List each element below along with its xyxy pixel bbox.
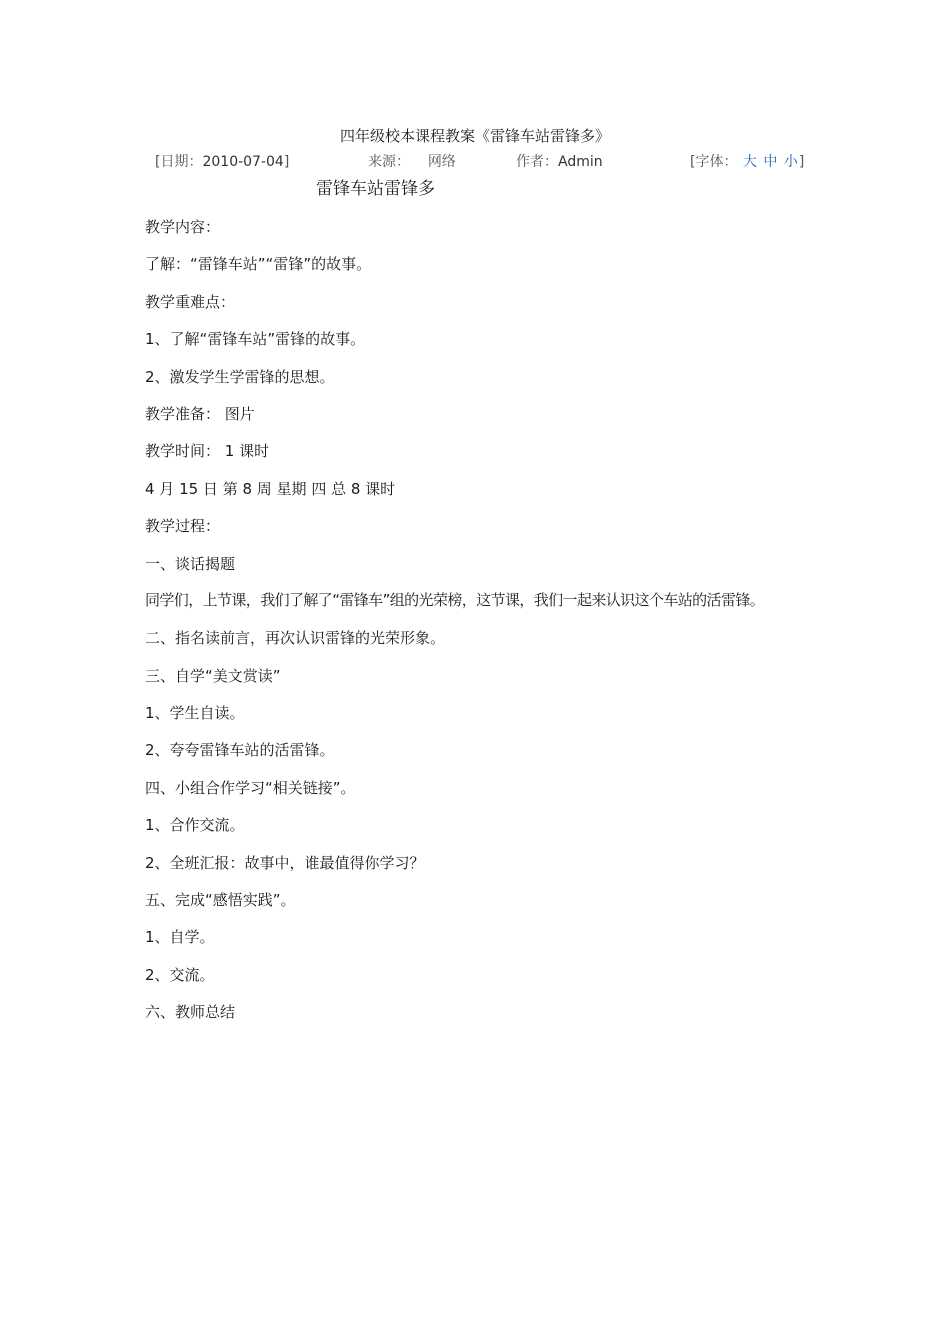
article-body: [145, 214, 810, 1037]
body-line: 2、交流。: [145, 965, 215, 984]
body-line: 六、教师总结: [145, 1003, 236, 1022]
body-line: 教学准备： 图片: [145, 404, 255, 423]
body-line: 2、激发学生学雷锋的思想。: [145, 367, 335, 386]
source-label: 来源：: [368, 154, 410, 170]
body-line: 1、了解“雷锋车站”雷锋的故事。: [145, 330, 366, 349]
body-line: 教学内容：: [145, 218, 221, 236]
font-large-link[interactable]: 大: [742, 154, 757, 170]
body-paragraph: 同学们，上节课，我们了解了“雷锋车”组的光荣榜，这节课，我们一起来认识这个车站的活雷锋。: [145, 591, 765, 610]
body-line: 三、自学“美文赏读”: [145, 666, 281, 685]
body-line: 五、完成“感悟实践”。: [145, 891, 296, 910]
page-title: 四年级校本课程教案《雷锋车站雷锋多》: [339, 127, 610, 145]
font-label: [字体：: [690, 154, 738, 170]
body-line: 教学过程：: [145, 517, 221, 536]
body-line: 2、夸夸雷锋车站的活雷锋。: [145, 741, 335, 760]
article-title: 雷锋车站雷锋多: [316, 179, 435, 199]
date-close: ]: [283, 154, 290, 170]
date-value: 2010-07-04: [202, 154, 284, 170]
source-meta: [368, 152, 456, 172]
author-meta: [516, 152, 603, 172]
body-line: 1、学生自读。: [145, 704, 245, 723]
font-close: ]: [798, 154, 805, 170]
date-meta: [155, 152, 289, 172]
source-value: 网络: [427, 154, 456, 170]
author-value: Admin: [558, 154, 603, 170]
body-line: 教学时间： 1 课时: [145, 442, 270, 461]
body-line: 教学重难点：: [145, 292, 236, 311]
body-line: 2、全班汇报：故事中，谁最值得你学习？: [145, 853, 425, 872]
body-line: 一、谈话揭题: [145, 554, 236, 573]
font-small-link[interactable]: 小: [783, 154, 798, 170]
body-line: 1、合作交流。: [145, 816, 245, 835]
font-medium-link[interactable]: 中: [763, 154, 778, 170]
body-line: 4 月 15 日 第 8 周 星期 四 总 8 课时: [145, 479, 396, 498]
body-line: 二、指名读前言，再次认识雷锋的光荣形象。: [145, 629, 446, 648]
author-label: 作者：: [516, 154, 558, 170]
body-line: 了解：“雷锋车站”“雷锋”的故事。: [145, 255, 372, 274]
body-line: 四、小组合作学习“相关链接”。: [145, 778, 356, 797]
body-line: 1、自学。: [145, 928, 215, 947]
date-label: [日期：: [155, 154, 203, 170]
font-size-switcher: [690, 152, 804, 172]
